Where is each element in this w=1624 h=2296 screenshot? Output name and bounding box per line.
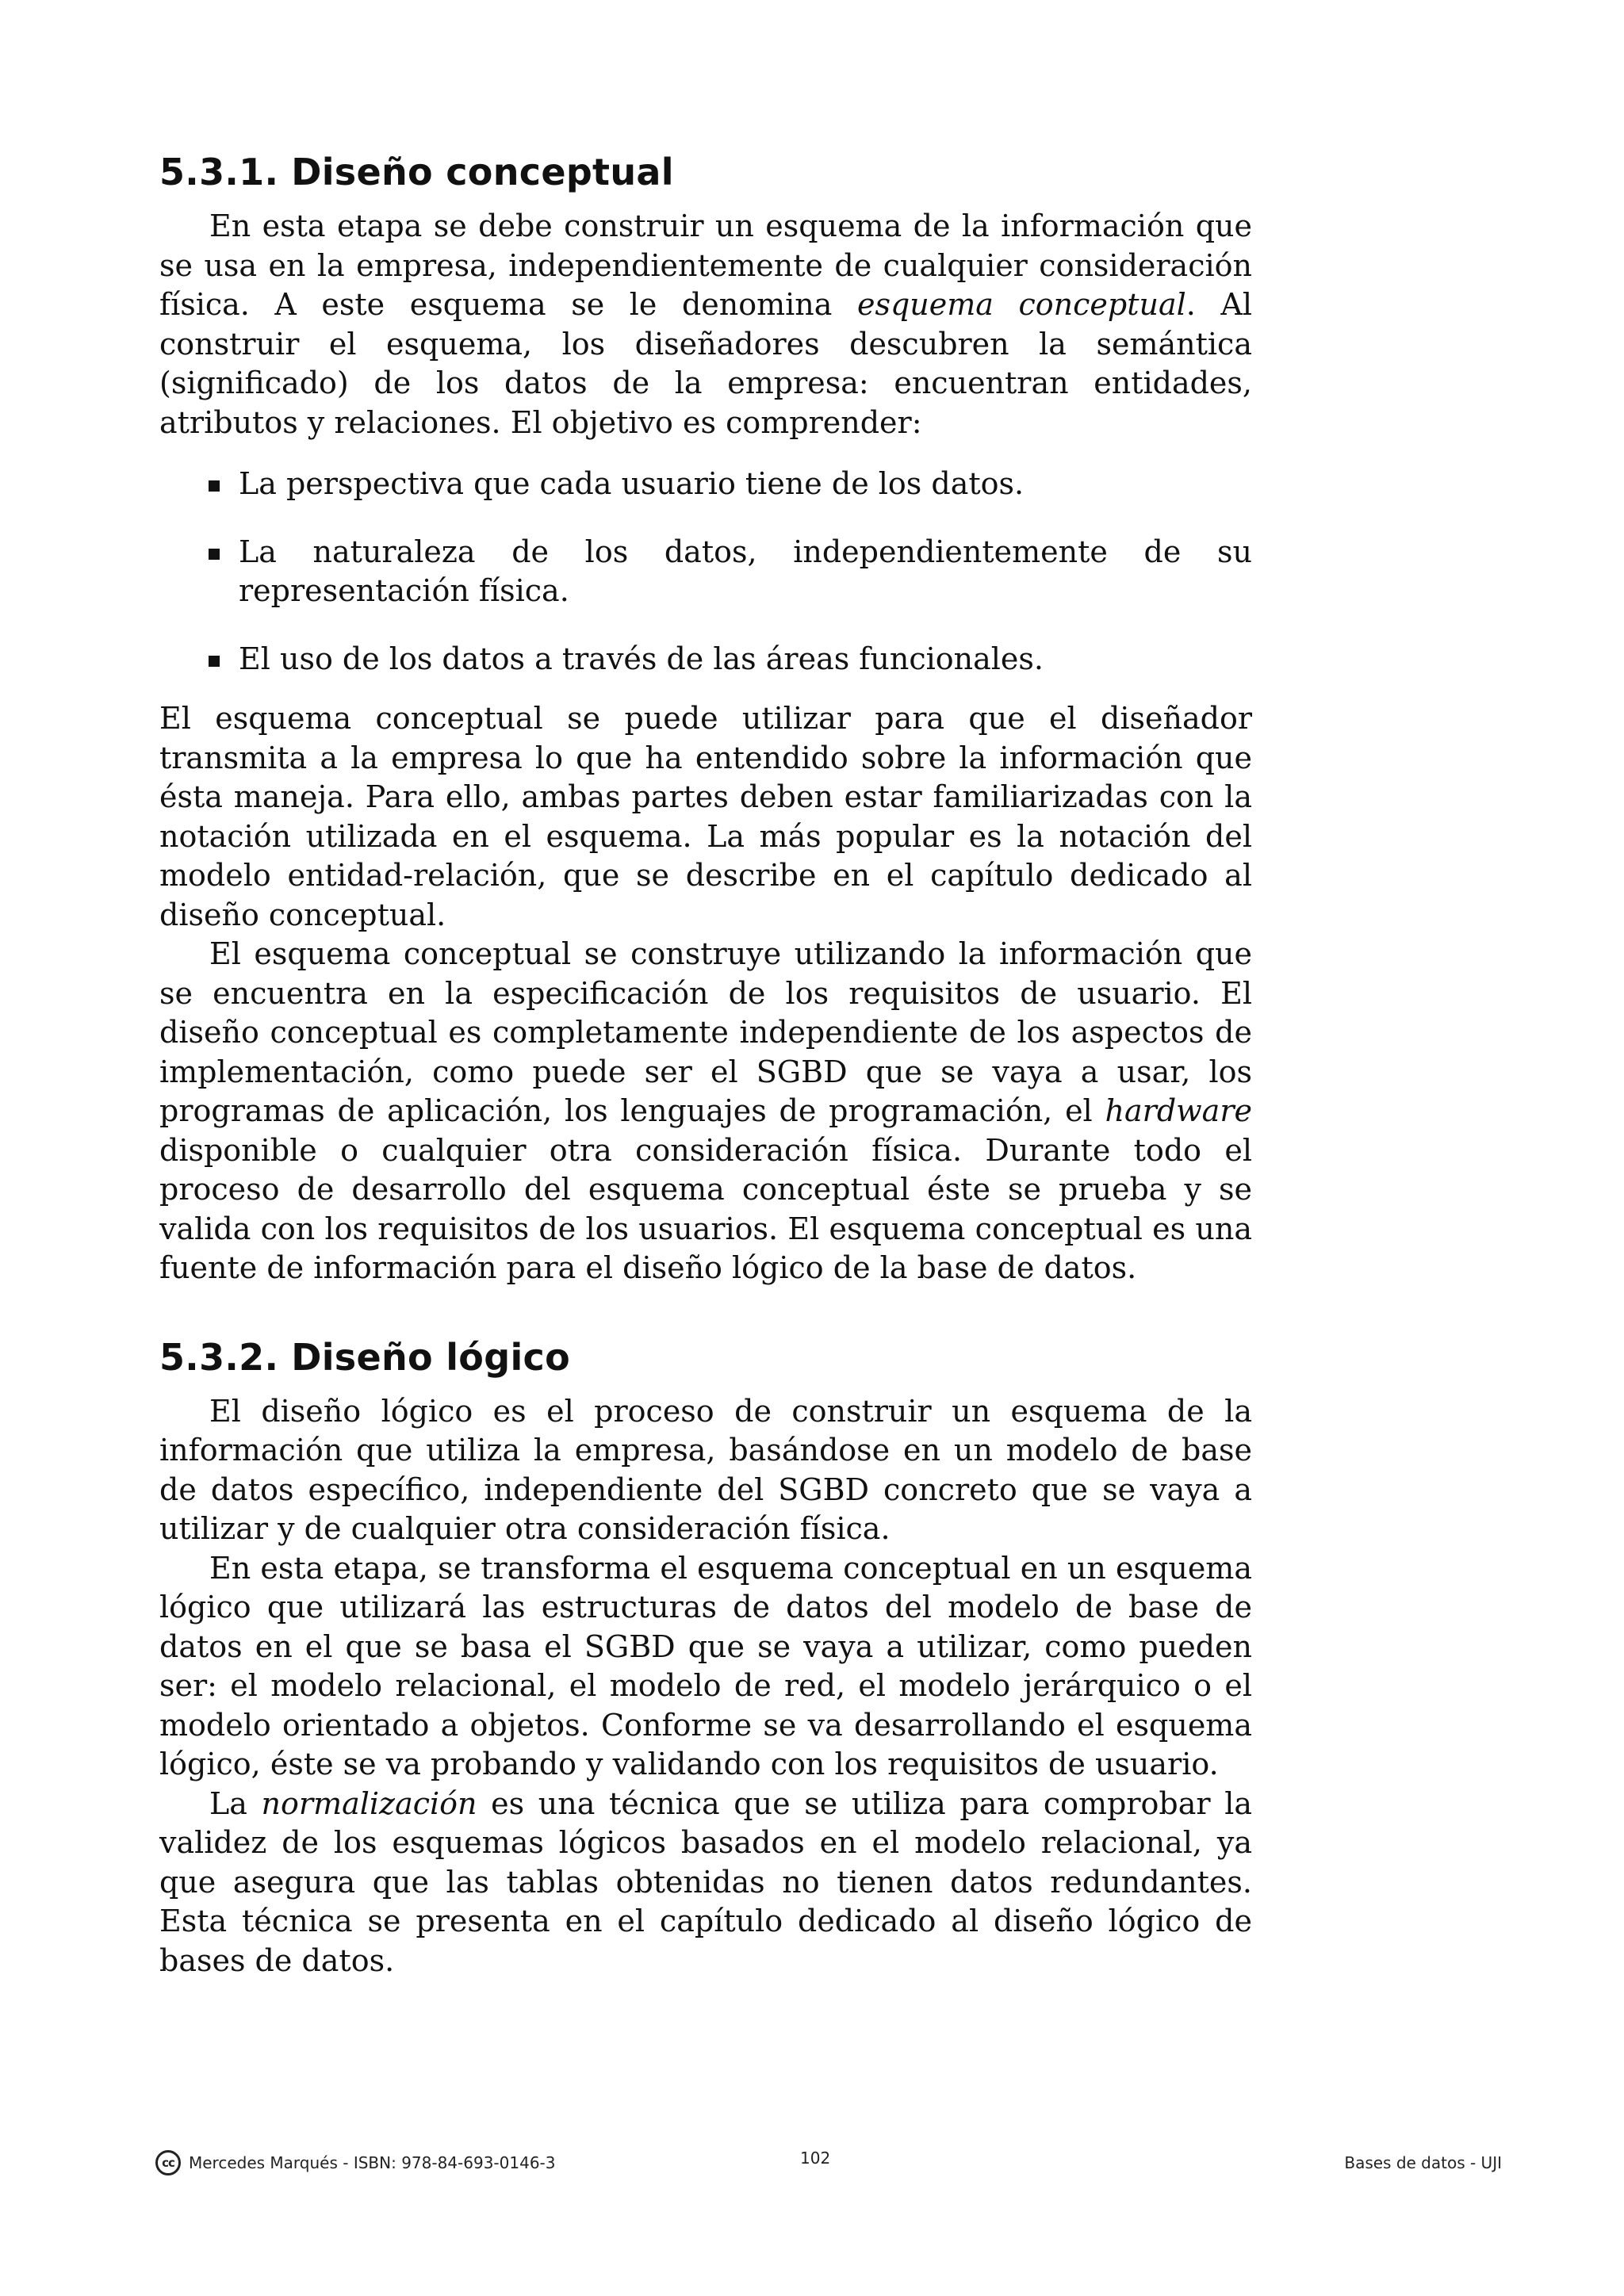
text-run: El esquema conceptual se construye utilizando la información que se encuentra en la especificación de los requisitos de usuario. El diseño conceptual es completamente independiente de los aspectos de implementación, como puede ser el SGBD que se vaya a usar, los programas de aplicación, los lenguajes de programación, el bbox=[159, 936, 1252, 1129]
paragraph-conceptual-usage: El esquema conceptual se puede utilizar para que el diseñador transmita a la empresa lo que ha entendido sobre la información que ésta maneja. Para ello, ambas partes deben estar familiarizadas con la notación utilizada en el esquema. La más popular es la notación del modelo entidad-relación, que se describe en el capítulo dedicado al diseño conceptual. bbox=[159, 701, 1252, 932]
footer-author-isbn: Mercedes Marqués - ISBN: 978-84-693-0146-3 bbox=[189, 2153, 556, 2172]
text-run: . Al construir el esquema, los diseñadores descubren la semántica (significado) de los datos de la empresa: encuentran entidades, atributos y relaciones. El objetivo es comprender: bbox=[159, 287, 1252, 440]
creative-commons-icon: cc bbox=[155, 2150, 181, 2175]
list-item bbox=[239, 465, 1252, 504]
list-item bbox=[239, 640, 1252, 679]
emphasis-term: hardware bbox=[1105, 1093, 1252, 1129]
text-run: disponible o cualquier otra consideración física. Durante todo el proceso de desarrollo del esquema conceptual éste se prueba y se valida con los requisitos de los usuarios. El esquema conceptual es una fuente de información para el diseño lógico de la base de datos. bbox=[159, 1132, 1252, 1286]
square-bullet-icon bbox=[209, 480, 220, 492]
text-run: En esta etapa se debe construir un esquema de la información que se usa en la empresa, independientemente de cualquier consideración física. A este esquema se le denomina bbox=[159, 209, 1252, 323]
section-title: Diseño lógico bbox=[291, 1335, 570, 1379]
text-run: La bbox=[209, 1785, 262, 1821]
page-footer bbox=[155, 2149, 1502, 2180]
text-run: es una técnica que se utiliza para comprobar la validez de los esquemas lógicos basados en el modelo relacional, ya que asegura que las tablas obtenidas no tienen datos redundantes. Esta técnica se presenta en el capítulo dedicado al diseño lógico de bases de datos. bbox=[159, 1785, 1253, 1978]
square-bullet-icon bbox=[209, 656, 220, 667]
emphasis-term: normalización bbox=[261, 1785, 477, 1821]
footer-book-title: Bases de datos - UJI bbox=[1344, 2153, 1502, 2172]
page-number: 102 bbox=[800, 2149, 831, 2168]
section-number: 5.3.1. bbox=[159, 151, 279, 193]
list-item-text: La naturaleza de los datos, independientemente de su representación física. bbox=[239, 534, 1252, 609]
section-title: Diseño conceptual bbox=[291, 151, 674, 193]
paragraph-normalization bbox=[159, 1785, 1252, 1981]
objectives-list bbox=[159, 465, 1252, 679]
list-item bbox=[239, 533, 1252, 611]
paragraph-logical-transform: En esta etapa, se transforma el esquema conceptual en un esquema lógico que utilizará las estructuras de datos del modelo de base de datos en el que se basa el SGBD que se vaya a utilizar, como pueden ser: el modelo relacional, el modelo de red, el modelo jerárquico o el modelo orientado a objetos. Conforme se va desarrollando el esquema lógico, éste se va probando y validando con los requisitos de usuario. bbox=[159, 1550, 1252, 1782]
paragraph-intro-conceptual bbox=[159, 207, 1252, 442]
section-heading-conceptual bbox=[159, 151, 1252, 194]
square-bullet-icon bbox=[209, 549, 220, 560]
section-number: 5.3.2. bbox=[159, 1335, 279, 1379]
paragraph-logical-definition: El diseño lógico es el proceso de construir un esquema de la información que utiliza la empresa, basándose en un modelo de base de datos específico, independiente del SGBD concreto que se vaya a utilizar y de cualquier otra consideración física. bbox=[159, 1393, 1252, 1547]
list-item-text: El uso de los datos a través de las áreas funcionales. bbox=[239, 641, 1044, 676]
paragraph-conceptual-construction bbox=[159, 935, 1252, 1288]
section-heading-logical bbox=[159, 1336, 1252, 1380]
footer-left bbox=[155, 2150, 556, 2175]
list-item-text: La perspectiva que cada usuario tiene de los datos. bbox=[239, 466, 1025, 502]
page-content bbox=[159, 151, 1252, 1980]
emphasis-term: esquema conceptual bbox=[856, 287, 1186, 323]
